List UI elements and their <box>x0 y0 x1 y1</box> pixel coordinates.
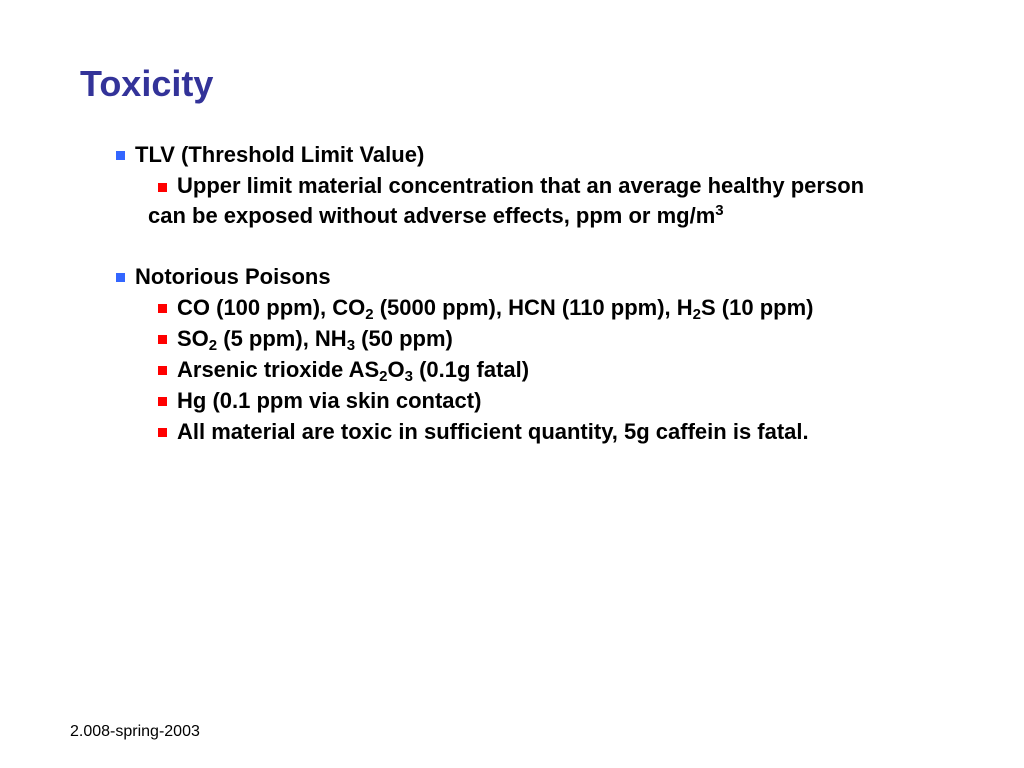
text-run: Arsenic trioxide AS <box>177 357 380 382</box>
text-run: (5000 ppm), HCN (110 ppm), H <box>373 295 693 320</box>
bullet-all-material: All material are toxic in sufficient quantity, 5g caffein is fatal. <box>177 419 809 444</box>
text-run: (5 ppm), NH <box>217 326 347 351</box>
square-bullet-icon <box>158 428 167 437</box>
bullet-so2 <box>177 324 453 354</box>
bullet-co <box>177 293 813 323</box>
bullet-hg: Hg (0.1 ppm via skin contact) <box>177 388 482 413</box>
superscript: 3 <box>715 202 724 219</box>
subscript: 3 <box>404 368 413 385</box>
bullet-notorious-poisons: Notorious Poisons <box>135 264 331 289</box>
text-run: (50 ppm) <box>355 326 453 351</box>
bullet-arsenic <box>177 355 529 385</box>
square-bullet-icon <box>158 366 167 375</box>
square-bullet-icon <box>158 397 167 406</box>
text-run: SO <box>177 326 209 351</box>
subscript: 3 <box>346 337 356 354</box>
slide-title: Toxicity <box>80 63 214 104</box>
subscript: 2 <box>208 337 218 354</box>
subscript: 2 <box>365 306 374 323</box>
square-bullet-icon <box>116 151 125 160</box>
bullet-tlv-definition <box>148 171 908 231</box>
tlv-definition-text: Upper limit material concentration that an average healthy person can be exposed without adverse effects, ppm or mg/m <box>148 173 865 228</box>
text-run: CO (100 ppm), CO <box>177 295 366 320</box>
text-run: (0.1g fatal) <box>412 357 530 382</box>
text-run: S (10 ppm) <box>701 295 814 320</box>
square-bullet-icon <box>158 304 167 313</box>
slide-footer: 2.008-spring-2003 <box>70 723 200 740</box>
square-bullet-icon <box>116 273 125 282</box>
subscript: 2 <box>379 368 388 385</box>
subscript: 2 <box>692 306 702 323</box>
bullet-tlv: TLV (Threshold Limit Value) <box>135 142 425 167</box>
text-run: O <box>387 357 405 382</box>
square-bullet-icon <box>158 335 167 344</box>
